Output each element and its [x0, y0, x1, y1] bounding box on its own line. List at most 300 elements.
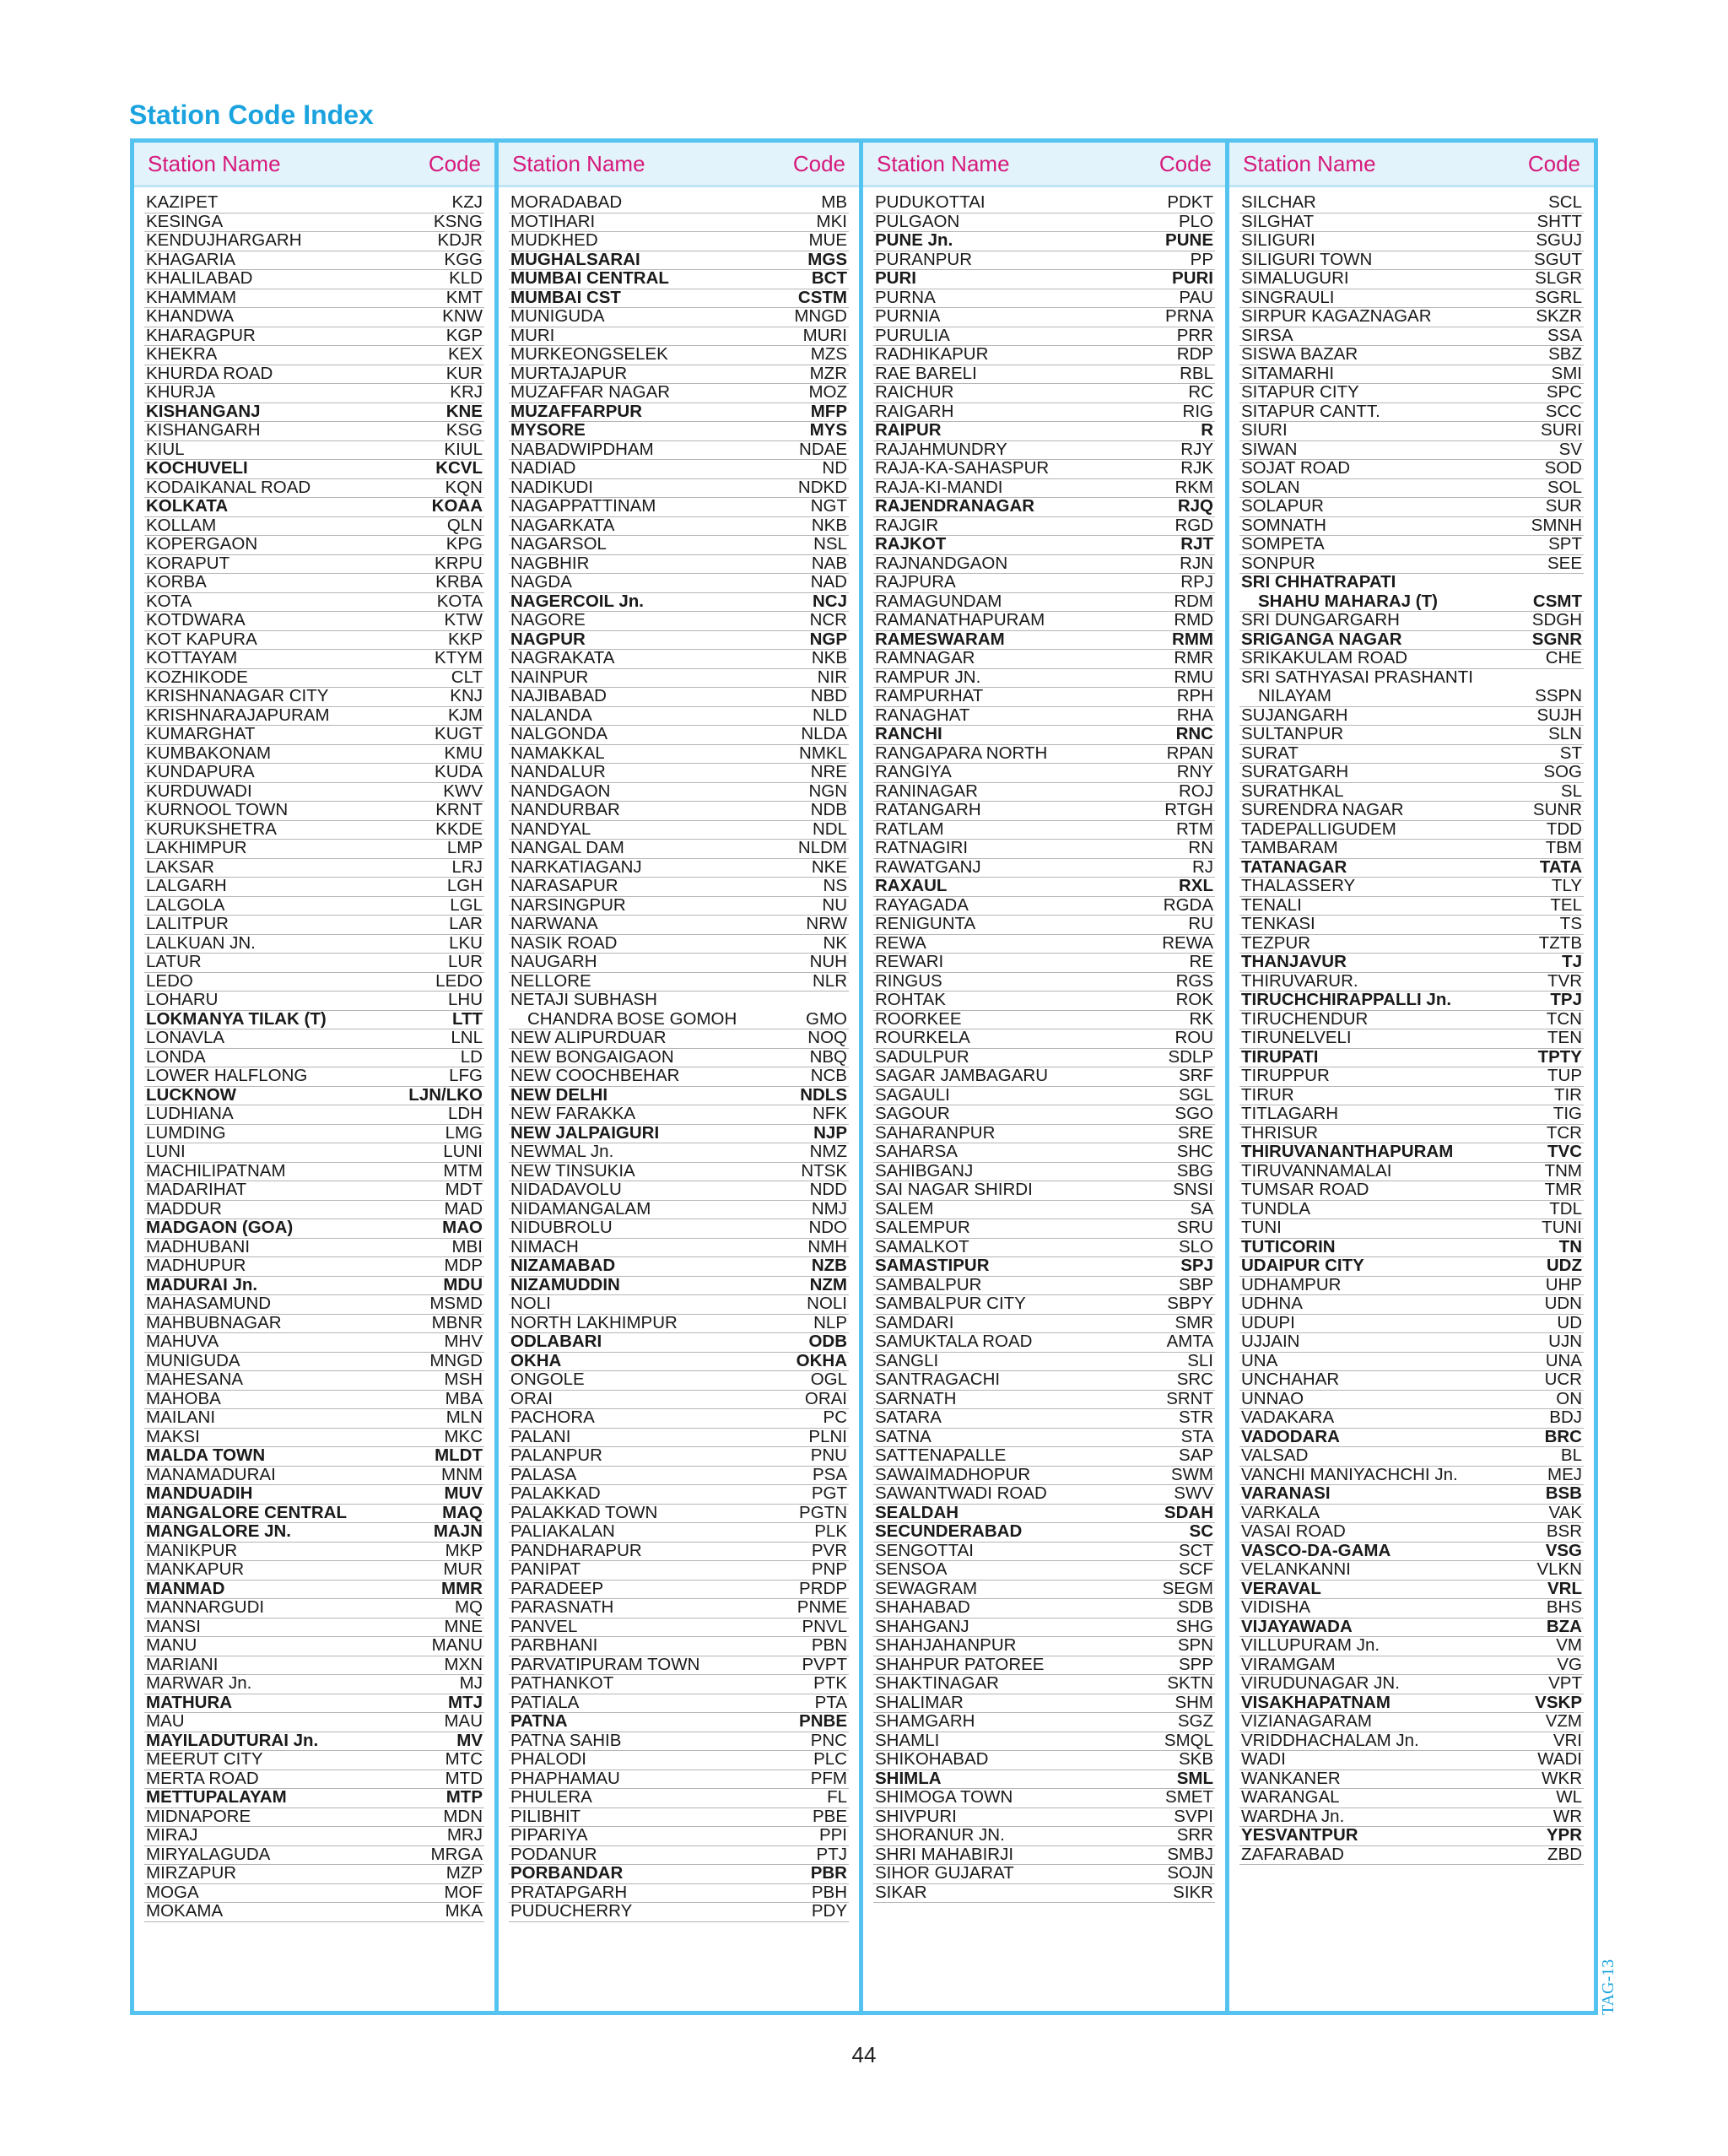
station-name: PHAPHAMAU: [510, 1768, 620, 1788]
station-code: RMM: [1172, 629, 1213, 649]
station-name: UDAIPUR CITY: [1241, 1256, 1364, 1275]
station-row: [1239, 232, 1584, 251]
station-row: [509, 1181, 849, 1201]
station-row: [873, 1846, 1215, 1866]
station-code: LJN/LKO: [408, 1084, 483, 1105]
station-code: LUR: [447, 952, 483, 971]
station-name: PURNIA: [875, 306, 941, 326]
station-name: NANGAL DAM: [510, 838, 624, 857]
station-name: NIDAMANGALAM: [510, 1198, 651, 1218]
station-code: KRJ: [450, 382, 483, 402]
station-row: [873, 764, 1215, 783]
station-code: STR: [1179, 1408, 1213, 1427]
station-name: RANINAGAR: [875, 781, 978, 801]
station-code: NTSK: [801, 1160, 847, 1181]
station-name: NIDADAVOLU: [510, 1180, 622, 1199]
station-code: KGP: [446, 325, 483, 345]
station-code: NLR: [812, 970, 847, 991]
station-code: MNE: [444, 1616, 483, 1636]
station-name: SHAMGARH: [875, 1711, 975, 1731]
station-row: [1239, 422, 1584, 441]
station-name: WANKANER: [1241, 1768, 1341, 1788]
station-name: RINGUS: [875, 970, 942, 991]
station-name: PARADEEP: [510, 1578, 604, 1598]
station-row: [509, 726, 849, 745]
station-row: [1239, 517, 1584, 537]
station-name: MUZAFFAR NAGAR: [510, 382, 671, 402]
code-header: Code: [1527, 150, 1580, 176]
station-name: TIRUVANNAMALAI: [1241, 1160, 1392, 1181]
station-code: NDLS: [800, 1084, 847, 1105]
station-row: [144, 932, 484, 954]
station-code: SPP: [1178, 1654, 1213, 1674]
station-name: KODAIKANAL ROAD: [146, 477, 311, 497]
station-row: [873, 783, 1215, 802]
station-code: RJQ: [1177, 496, 1213, 516]
station-row: [509, 1732, 849, 1752]
station-code: VRL: [1547, 1578, 1582, 1598]
station-name: NEW COOCHBEHAR: [510, 1066, 680, 1085]
station-row: [1239, 498, 1584, 517]
station-name: PURULIA: [875, 325, 950, 345]
station-row: [144, 422, 484, 441]
station-row: [1239, 1046, 1584, 1068]
station-row: [1239, 821, 1584, 840]
station-code: KRBA: [435, 572, 483, 592]
station-row: [509, 1656, 849, 1676]
station-row: [144, 1561, 484, 1581]
station-row: [873, 1350, 1215, 1372]
station-name: LALITPUR: [146, 914, 229, 933]
station-code: KTW: [444, 610, 483, 630]
station-name: RAJAHMUNDRY: [875, 439, 1007, 459]
station-row: [509, 1523, 849, 1543]
station-name: TUNDLA: [1241, 1198, 1311, 1218]
station-code: KNE: [446, 401, 483, 421]
station-row: [873, 1656, 1215, 1676]
station-row: [144, 1046, 484, 1068]
station-code: SLO: [1178, 1236, 1213, 1256]
station-code: NGP: [809, 629, 847, 649]
station-row: [144, 1751, 484, 1770]
station-row: [873, 403, 1215, 423]
station-name: KURUKSHETRA: [146, 819, 277, 839]
station-name: SURATGARH: [1241, 762, 1349, 781]
station-code: BSB: [1545, 1483, 1582, 1503]
station-row: [509, 802, 849, 821]
station-row: [1239, 1846, 1584, 1866]
station-name: SAMBALPUR: [875, 1274, 982, 1294]
station-name: MANGALORE CENTRAL: [146, 1502, 348, 1522]
station-row: [509, 1029, 849, 1049]
station-row: [144, 536, 484, 555]
station-code: PPI: [818, 1825, 847, 1845]
station-name: SAMUKTALA ROAD: [875, 1332, 1033, 1351]
station-code: SHTT: [1536, 211, 1582, 231]
station-code: NCJ: [812, 591, 847, 611]
station-name: SENSOA: [875, 1559, 948, 1579]
station-row: [873, 1770, 1215, 1790]
station-name-continued: NILAYAM: [1258, 686, 1331, 705]
station-name: RAJENDRANAGAR: [875, 496, 1035, 516]
station-code: PGTN: [799, 1502, 847, 1522]
station-name: MOTIHARI: [510, 211, 596, 231]
station-row: [144, 1008, 484, 1030]
station-code: MRJ: [446, 1825, 483, 1845]
column-header: [134, 143, 494, 187]
station-row: [144, 1884, 484, 1904]
station-code: SIKR: [1173, 1882, 1213, 1902]
station-row: [1239, 932, 1584, 954]
station-name: RENIGUNTA: [875, 914, 976, 933]
station-code: SSPN: [1535, 686, 1582, 705]
station-code: SNSI: [1173, 1180, 1213, 1199]
station-row: [873, 1067, 1215, 1087]
station-row: [509, 1371, 849, 1391]
station-name: VIRAMGAM: [1241, 1654, 1336, 1674]
station-row: [873, 574, 1215, 593]
station-row: [509, 1067, 849, 1087]
station-code: LNL: [451, 1028, 483, 1047]
station-row: [509, 612, 849, 631]
station-code: SGZ: [1177, 1711, 1213, 1731]
station-name: SHRI MAHABIRJI: [875, 1844, 1014, 1864]
station-row: [144, 707, 484, 727]
station-row: [509, 1350, 849, 1372]
station-row: [509, 1333, 849, 1353]
station-row: [873, 1295, 1215, 1315]
station-name: LAKHIMPUR: [146, 838, 247, 857]
station-code: NMJ: [811, 1198, 847, 1218]
station-row: [144, 1903, 484, 1922]
station-row: [1239, 669, 1584, 707]
station-row: [144, 574, 484, 593]
station-name: SRIKAKULAM ROAD: [1241, 648, 1408, 667]
station-name: RAYAGADA: [875, 894, 969, 915]
station-code: BSR: [1546, 1521, 1582, 1541]
station-row: [873, 536, 1215, 555]
station-row: [873, 498, 1215, 517]
station-code: MMR: [441, 1578, 483, 1598]
station-row: [509, 498, 849, 517]
station-code: TVR: [1547, 970, 1582, 991]
station-row: [509, 669, 849, 689]
station-row: [144, 1637, 484, 1656]
station-row: [873, 1084, 1215, 1106]
station-name: RAJGIR: [875, 515, 939, 535]
station-code: SOD: [1544, 458, 1582, 478]
station-row: [509, 1105, 849, 1125]
station-name: PILIBHIT: [510, 1806, 581, 1826]
station-row: [509, 1599, 849, 1618]
station-row: [509, 840, 849, 859]
station-row: [1239, 479, 1584, 499]
station-name: SHORANUR JN.: [875, 1825, 1005, 1845]
station-name: KENDUJHARGARH: [146, 230, 302, 250]
station-code: PNP: [811, 1559, 847, 1579]
station-name: VASAI ROAD: [1241, 1521, 1346, 1541]
station-row: [873, 745, 1215, 765]
station-row: [144, 1447, 484, 1467]
station-name: RAE BARELI: [875, 363, 977, 383]
station-name: PHULERA: [510, 1787, 592, 1807]
station-code: RXL: [1179, 876, 1213, 895]
station-row: [509, 441, 849, 461]
station-name: SAHARANPUR: [875, 1122, 996, 1143]
page-number: 44: [851, 2042, 877, 2067]
station-row: [873, 631, 1215, 651]
station-row: [144, 232, 484, 251]
station-code: SLGR: [1535, 268, 1582, 288]
station-row: [144, 1388, 484, 1410]
station-code: KUDA: [435, 762, 483, 781]
station-row: [144, 916, 484, 935]
station-row: [144, 555, 484, 575]
station-name: NAGRAKATA: [510, 648, 615, 667]
station-code: TZTB: [1538, 932, 1582, 953]
station-code: VPT: [1548, 1673, 1582, 1693]
station-name: PATNA: [510, 1711, 568, 1731]
station-code: PNU: [810, 1445, 847, 1465]
station-name: TIRUPATI: [1241, 1046, 1319, 1067]
station-row: [873, 1143, 1215, 1163]
station-row: [873, 1274, 1215, 1296]
station-code: SGO: [1174, 1104, 1213, 1123]
station-row: [144, 1732, 484, 1752]
station-row: [873, 1618, 1215, 1638]
station-code: MQ: [454, 1597, 483, 1617]
station-row: [144, 840, 484, 859]
station-name: KISHANGANJ: [146, 401, 261, 421]
station-name: PATNA SAHIB: [510, 1730, 622, 1750]
station-code: KPG: [446, 534, 483, 554]
station-row: [509, 593, 849, 613]
station-code: NLD: [812, 705, 847, 725]
station-name: PUDUKOTTAI: [875, 192, 986, 212]
station-code: PSA: [812, 1464, 847, 1484]
station-name: PODANUR: [510, 1844, 597, 1864]
station-code: SPJ: [1180, 1256, 1213, 1275]
station-code: MZR: [809, 363, 847, 383]
station-code: RMU: [1174, 667, 1213, 687]
station-code: RTM: [1175, 819, 1213, 839]
station-code: SKTN: [1167, 1673, 1213, 1693]
station-row: [1239, 954, 1584, 973]
station-row: [873, 970, 1215, 992]
station-code: SDB: [1177, 1597, 1213, 1617]
station-row: [144, 1122, 484, 1144]
station-row: [1239, 1732, 1584, 1752]
station-row: [873, 1198, 1215, 1220]
station-name: TIRUPPUR: [1241, 1066, 1330, 1085]
station-row: [873, 441, 1215, 461]
station-row: [509, 308, 849, 327]
station-name: RAJA-KI-MANDI: [875, 477, 1003, 497]
station-code: MNGD: [794, 306, 847, 326]
station-name: KOTA: [146, 591, 192, 611]
station-name: REWARI: [875, 952, 944, 971]
station-code: TIG: [1552, 1104, 1582, 1123]
station-code: NKB: [811, 515, 847, 535]
station-code: PVR: [811, 1540, 847, 1560]
station-code: TBM: [1545, 838, 1582, 857]
station-code: NZB: [811, 1256, 847, 1275]
station-row: [1239, 441, 1584, 461]
station-code: SRE: [1177, 1122, 1213, 1143]
station-code: PLK: [814, 1521, 847, 1541]
station-name: RADHIKAPUR: [875, 344, 989, 364]
station-name: SOJAT ROAD: [1241, 458, 1351, 478]
station-name: SAGAR JAMBAGARU: [875, 1066, 1049, 1085]
station-name: KURDUWADI: [146, 781, 252, 801]
station-row: [144, 1827, 484, 1846]
station-code: NRW: [806, 914, 847, 933]
station-name: SATARA: [875, 1408, 942, 1427]
station-name: TUNI: [1241, 1218, 1282, 1237]
station-code: VM: [1556, 1635, 1582, 1655]
station-row: [1239, 1485, 1584, 1505]
station-row: [873, 650, 1215, 669]
station-row: [873, 1865, 1215, 1884]
station-code: VG: [1557, 1654, 1582, 1674]
station-code: NU: [822, 894, 847, 915]
station-name: PURANPUR: [875, 249, 973, 269]
station-name: PURNA: [875, 287, 936, 307]
station-row: [509, 1084, 849, 1106]
code-header: Code: [428, 150, 481, 176]
station-code: KNW: [442, 306, 483, 326]
station-row: [1239, 1219, 1584, 1239]
station-code: UNA: [1545, 1350, 1582, 1370]
station-name: SAMASTIPUR: [875, 1256, 990, 1275]
station-code: MOF: [444, 1882, 483, 1902]
station-row: [1239, 726, 1584, 745]
station-name: VADODARA: [1241, 1426, 1340, 1446]
station-name: RAWATGANJ: [875, 856, 981, 877]
station-code: MJ: [459, 1673, 483, 1693]
station-code: TN: [1558, 1236, 1582, 1256]
station-code: SRR: [1176, 1825, 1213, 1845]
station-row: [144, 1694, 484, 1714]
station-row: [144, 1350, 484, 1372]
station-name: SOLAPUR: [1241, 496, 1324, 516]
station-code: PDKT: [1167, 192, 1213, 212]
station-row: [144, 1143, 484, 1163]
station-code: KSG: [446, 420, 483, 440]
station-row: [509, 1561, 849, 1581]
station-code: SBP: [1178, 1274, 1213, 1294]
station-name: VILLUPURAM Jn.: [1241, 1635, 1380, 1655]
station-code: NJP: [813, 1122, 847, 1143]
station-name: NAGARSOL: [510, 534, 607, 554]
station-row: [873, 821, 1215, 840]
station-row: [1239, 460, 1584, 479]
station-row: [509, 232, 849, 251]
station-code: RGDA: [1163, 894, 1213, 915]
station-name: SENGOTTAI: [875, 1540, 974, 1560]
station-name: SIHOR GUJARAT: [875, 1863, 1014, 1883]
column-header: [1229, 143, 1594, 187]
station-code: MBNR: [431, 1312, 483, 1332]
station-row: [873, 479, 1215, 499]
station-code: LMG: [445, 1122, 483, 1143]
station-name: RAJA-KA-SAHASPUR: [875, 458, 1050, 478]
station-code: SMBJ: [1167, 1844, 1213, 1864]
station-name: MANNARGUDI: [146, 1597, 265, 1617]
station-name: KOTTAYAM: [146, 648, 238, 667]
station-row: [1239, 745, 1584, 765]
station-row: [1239, 1122, 1584, 1144]
station-code: LEDO: [435, 970, 483, 991]
station-code: MANU: [431, 1635, 483, 1655]
station-name: SRIGANGA NAGAR: [1241, 629, 1402, 649]
station-name: SANTRAGACHI: [875, 1370, 1001, 1389]
station-code: MAO: [442, 1218, 483, 1237]
station-code: MAJN: [433, 1521, 483, 1541]
station-code: SMET: [1165, 1787, 1213, 1807]
station-code: ST: [1559, 743, 1582, 763]
station-name: OKHA: [510, 1350, 562, 1370]
station-name: ZAFARABAD: [1241, 1844, 1344, 1864]
station-row: [1239, 916, 1584, 935]
station-row: [873, 194, 1215, 213]
station-row: [144, 1105, 484, 1125]
station-name: NETAJI SUBHASH: [510, 990, 657, 1009]
station-name: MUNIGUDA: [510, 306, 605, 326]
station-name: MANIKPUR: [146, 1540, 238, 1560]
station-code: SMNH: [1531, 515, 1582, 535]
station-code: NK: [823, 932, 847, 953]
station-name: KHEKRA: [146, 344, 218, 364]
station-row: [509, 365, 849, 385]
station-row: [509, 460, 849, 479]
station-name: KHAMMAM: [146, 287, 237, 307]
station-row: [873, 1561, 1215, 1581]
station-code: SOG: [1543, 762, 1582, 781]
station-name: SITAMARHI: [1241, 363, 1335, 383]
station-name: NAUGARH: [510, 952, 597, 971]
station-code: NRE: [810, 762, 847, 781]
station-name: MANSI: [146, 1616, 201, 1636]
station-code: PP: [1190, 249, 1213, 269]
station-name: KHALILABAD: [146, 268, 253, 288]
station-name: SRI DUNGARGARH: [1241, 610, 1400, 630]
station-row: [873, 384, 1215, 403]
station-name: KOLLAM: [146, 515, 217, 535]
station-code: KEX: [447, 344, 483, 364]
station-name: VELANKANNI: [1241, 1559, 1351, 1579]
station-code: FL: [827, 1787, 847, 1807]
station-row: [144, 384, 484, 403]
station-code: LFG: [449, 1066, 483, 1085]
station-name: NAGARKATA: [510, 515, 615, 535]
station-name: PHALODI: [510, 1749, 586, 1769]
station-row: [873, 289, 1215, 309]
station-code: RJ: [1191, 856, 1213, 877]
station-name: RANAGHAT: [875, 705, 970, 725]
station-code: RJT: [1180, 534, 1213, 554]
station-row: [509, 1865, 849, 1884]
station-row: [1239, 1827, 1584, 1846]
station-code: UHP: [1545, 1274, 1582, 1294]
station-row: [144, 783, 484, 802]
station-name: UDHNA: [1241, 1294, 1303, 1313]
station-name: SOMPETA: [1241, 534, 1325, 554]
station-row: [1239, 194, 1584, 213]
station-row: [144, 726, 484, 745]
station-code: PUNE: [1165, 230, 1213, 250]
station-row: [1239, 346, 1584, 365]
